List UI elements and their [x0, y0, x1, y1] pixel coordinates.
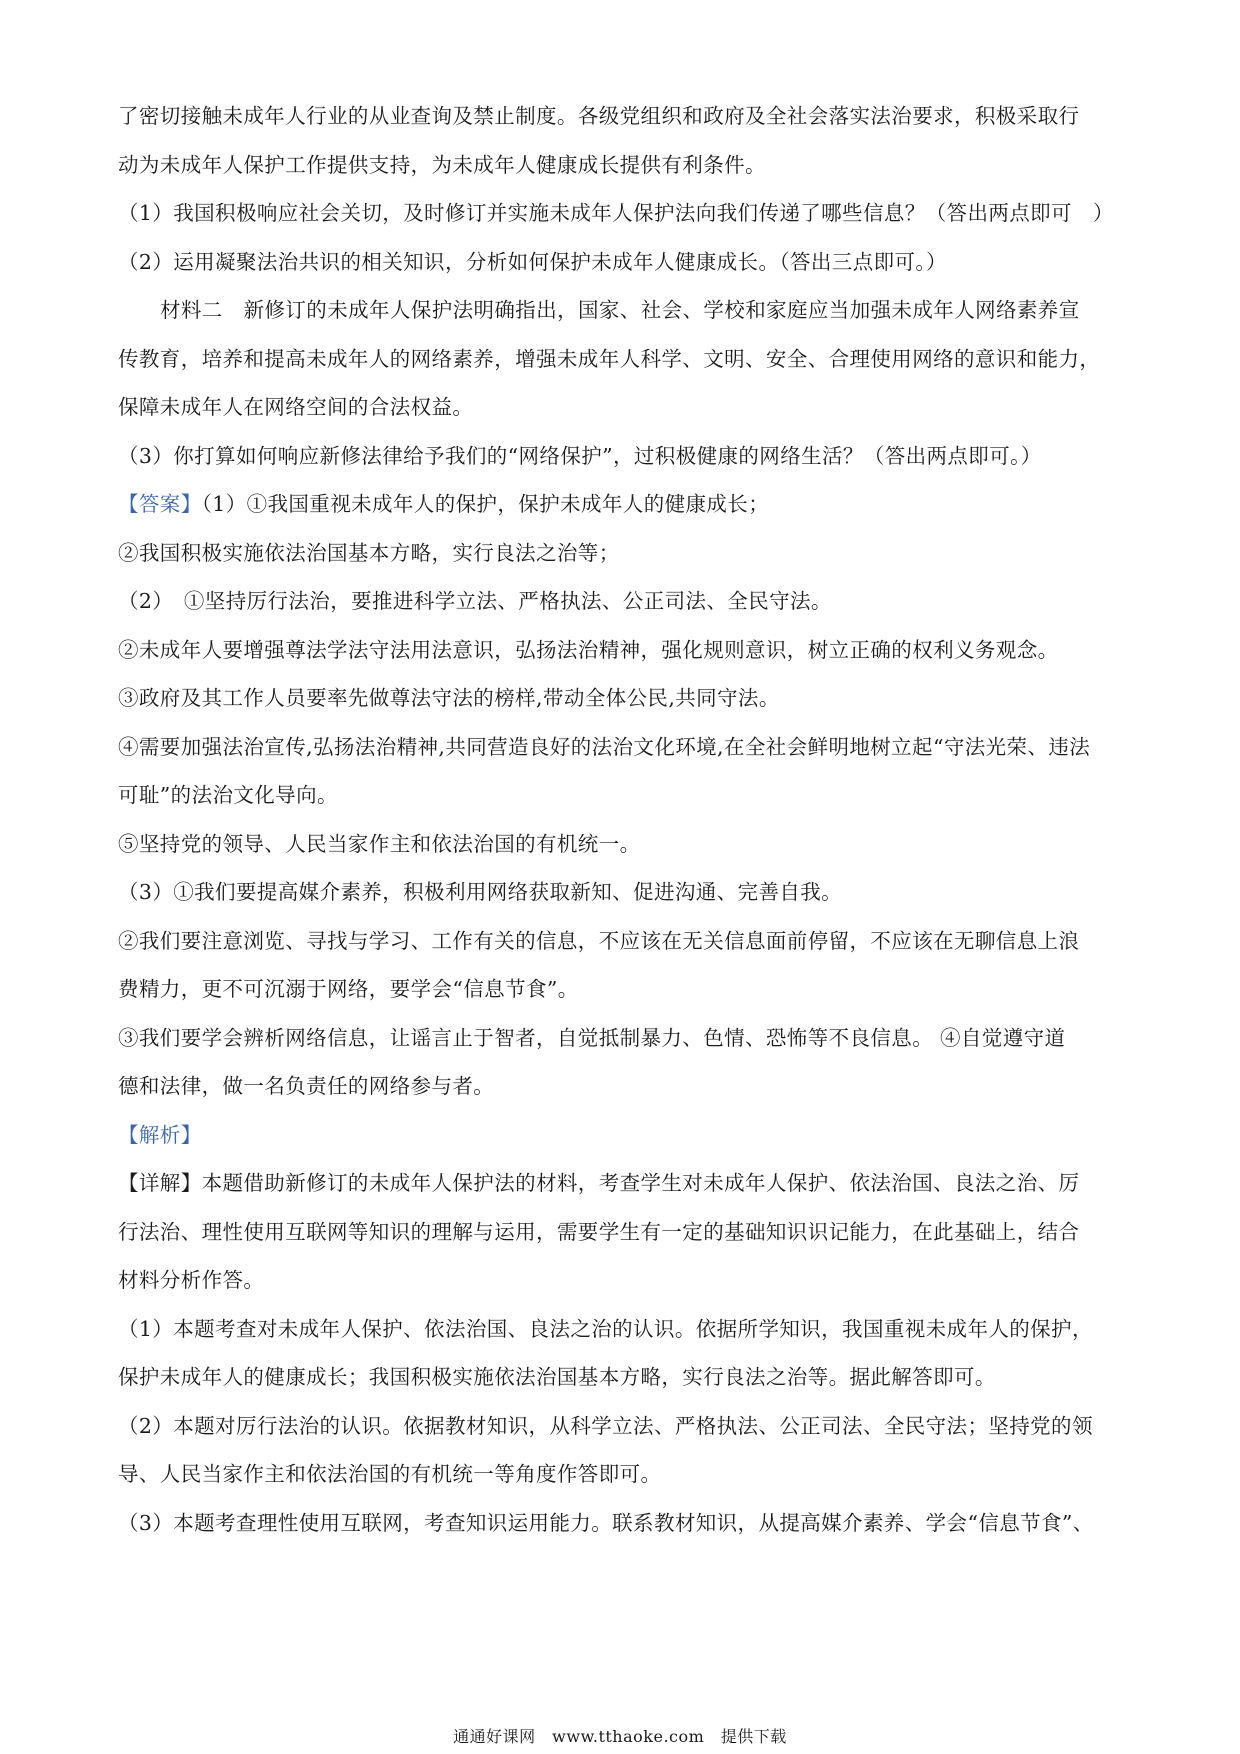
answer-line: ③我们要学会辨析网络信息，让谣言止于智者，自觉抵制暴力、色情、恐怖等不良信息。 ④自觉遵守道	[118, 1025, 1066, 1050]
answer-line: ④需要加强法治宣传,弘扬法治精神,共同营造良好的法治文化环境,在全社会鲜明地树立起“守法光荣、违法	[118, 734, 1091, 759]
analysis-line: （2）本题对厉行法治的认识。依据教材知识，从科学立法、严格执法、公正司法、全民守法；坚持党的领	[118, 1413, 1093, 1438]
answer-line: ②我国积极实施依法治国基本方略，实行良法之治等；	[118, 540, 620, 565]
material-two-line: 材料二 新修订的未成年人保护法明确指出，国家、社会、学校和家庭应当加强未成年人网络素养宣	[160, 298, 1080, 322]
analysis-line: 【详解】本题借助新修订的未成年人保护法的材料，考查学生对未成年人保护、依法治国、良法之治、厉	[118, 1171, 1080, 1195]
answer-line: ③政府及其工作人员要率先做尊法守法的榜样,带动全体公民,共同守法。	[118, 686, 780, 710]
material-two-line: 传教育，培养和提高未成年人的网络素养，增强未成年人科学、文明、安全、合理使用网络的意识和能力，	[118, 346, 1101, 371]
answer-line: ②未成年人要增强尊法学法守法用法意识，弘扬法治精神，强化规则意识，树立正确的权利义务观念。	[118, 637, 1059, 662]
answer-line: ⑤坚持党的领导、人民当家作主和依法治国的有机统一。	[118, 831, 641, 856]
answer-heading-line	[118, 480, 1128, 529]
answer-tag: 【答案】	[118, 492, 202, 516]
analysis-line: 保护未成年人的健康成长；我国积极实施依法治国基本方略，实行良法之治等。据此解答即可。	[118, 1365, 996, 1389]
material-one-line: 动为未成年人保护工作提供支持，为未成年人健康成长提供有利条件。	[118, 152, 766, 177]
analysis-tag: 【解析】	[118, 1122, 202, 1147]
analysis-line: 导、人民当家作主和依法治国的有机统一等角度作答即可。	[118, 1462, 662, 1486]
answer-line: （3）①我们要提高媒介素养，积极利用网络获取新知、促进沟通、完善自我。	[118, 880, 843, 904]
analysis-line: （1）本题考查对未成年人保护、依法治国、良法之治的认识。依据所学知识，我国重视未成年人的保护，	[118, 1316, 1093, 1341]
question-2: （2）运用凝聚法治共识的相关知识，分析如何保护未成年人健康成长。（答出三点即可。）	[118, 249, 947, 274]
analysis-line: 行法治、理性使用互联网等知识的理解与运用，需要学生有一定的基础知识识记能力，在此基础上，结合	[118, 1219, 1080, 1244]
answer-line: （1）①我国重视未成年人的保护，保护未成年人的健康成长；	[201, 492, 770, 516]
question-1: （1）我国积极响应社会关切，及时修订并实施未成年人保护法向我们传递了哪些信息？（答出两点即可 ）	[118, 201, 1114, 225]
question-3: （3）你打算如何响应新修法律给予我们的“网络保护”，过积极健康的网络生活？（答出两点即可。）	[118, 443, 1042, 468]
answer-line: 可耻”的法治文化导向。	[118, 783, 338, 807]
document-body	[118, 92, 1128, 1547]
material-two-line: 保障未成年人在网络空间的合法权益。	[118, 395, 474, 419]
answer-line: 费精力，更不可沉溺于网络，要学会“信息节食”。	[118, 977, 579, 1001]
answer-line: （2） ①坚持厉行法治，要推进科学立法、严格执法、公正司法、全民守法。	[118, 589, 832, 613]
answer-line: ②我们要注意浏览、寻找与学习、工作有关的信息，不应该在无关信息面前停留，不应该在无聊信息上浪	[118, 928, 1080, 953]
analysis-line: 材料分析作答。	[118, 1268, 265, 1292]
answer-line: 德和法律，做一名负责任的网络参与者。	[118, 1074, 495, 1098]
page-footer: 通通好课网 www.tthaoke.com 提供下载	[453, 1727, 787, 1746]
analysis-line: （3）本题考查理性使用互联网，考查知识运用能力。联系教材知识，从提高媒介素养、学会“信息节食”、	[118, 1510, 1094, 1535]
material-one-line: 了密切接触未成年人行业的从业查询及禁止制度。各级党组织和政府及全社会落实法治要求，积极采取行	[118, 104, 1080, 128]
